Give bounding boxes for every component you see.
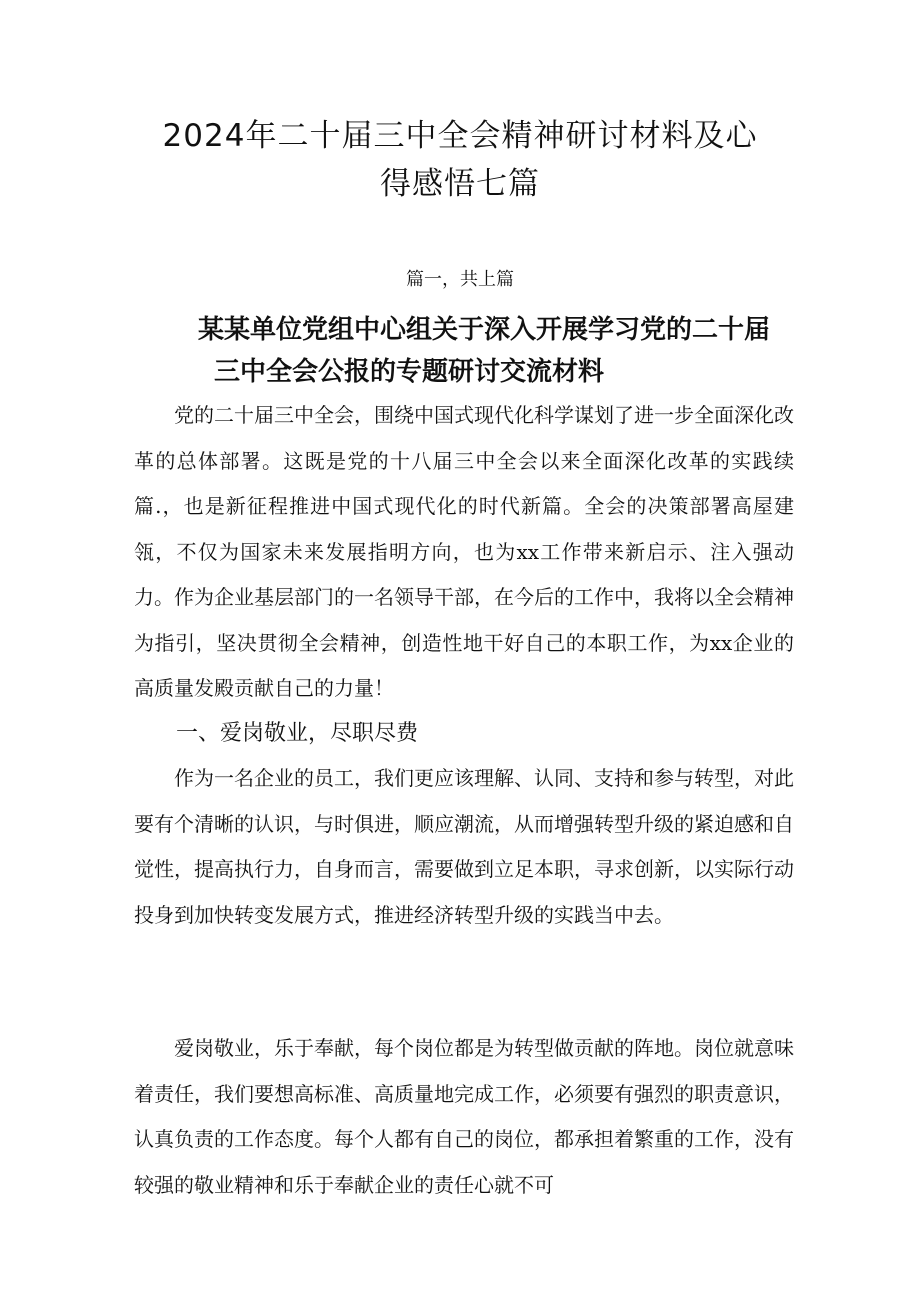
body-paragraph-2: 作为一名企业的员工，我们更应该理解、认同、支持和参与转型，对此要有个清晰的认识，与时俱进，顺应潮流，从而增强转型升级的紧迫感和自觉性，提高执行力，自身而言，需要做到立足本职，寻求创新，以实际行动投身到加快转变发展方式，推进经济转型升级的实践当中去。 bbox=[134, 766, 794, 927]
body-paragraph-3: 爱岗敬业，乐于奉献，每个岗位都是为转型做贡献的阵地。岗位就意味着责任，我们要想高标准、高质量地完成工作，必须要有强烈的职责意识，认真负责的工作态度。每个人都有自己的岗位，都承担着繁重的工作，没有较强的敬业精神和乐于奉献企业的责任心就不可 bbox=[134, 1036, 794, 1197]
document-title-line-1: 2024年二十届三中全会精神研讨材料及心 bbox=[162, 118, 758, 154]
part-label: 篇一，共上篇 bbox=[406, 269, 514, 290]
subtitle-line-2: 三中全会公报的专题研讨交流材料 bbox=[214, 357, 605, 387]
body-paragraph-1: 党的二十届三中全会，围绕中国式现代化科学谋划了进一步全面深化改革的总体部署。这既是党的十八届三中全会以来全面深化改革的实践续篇.，也是新征程推进中国式现代化的时代新篇。全会的决策部署高屋建瓴，不仅为国家未来发展指明方向，也为xx工作带来新启示、注入强动力。作为企业基层部门的一名领导干部，在今后的工作中，我将以全会精神为指引，坚决贯彻全会精神，创造性地干好自己的本职工作，为xx企业的高质量发殿贡献自己的力量！ bbox=[134, 403, 794, 700]
section-heading-1: 一、爱岗敬业，尽职尽费 bbox=[176, 721, 419, 746]
document-title-line-2: 得感悟七篇 bbox=[380, 166, 540, 202]
subtitle-line-1: 某某单位党组中心组关于深入开展学习党的二十届 bbox=[198, 315, 771, 345]
